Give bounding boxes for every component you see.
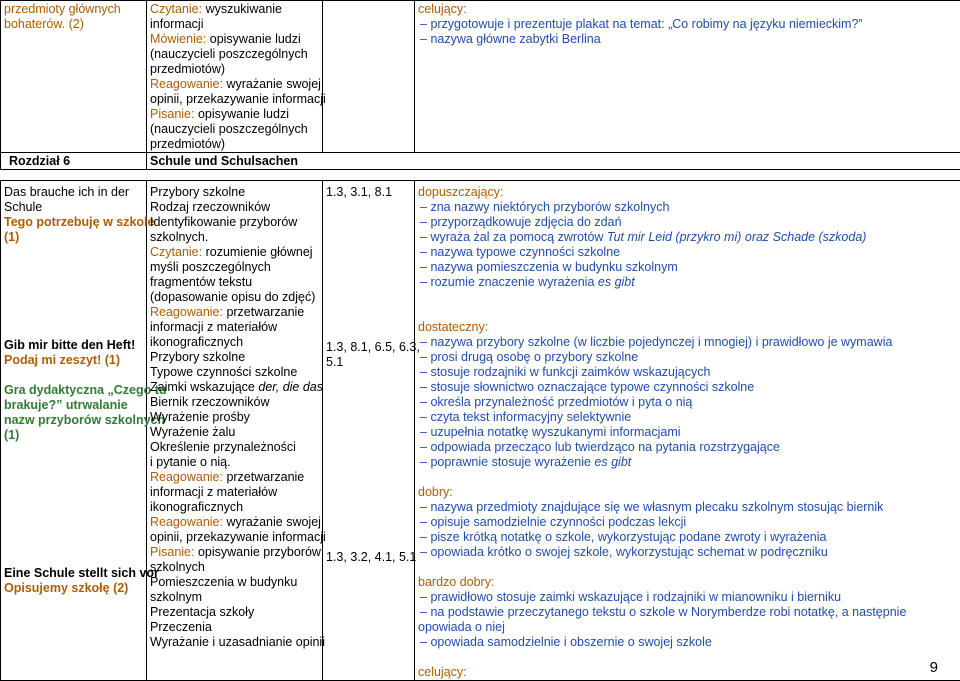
requirement-item: – nazywa główne zabytki Berlina [418, 32, 957, 47]
content-line [150, 320, 319, 335]
content-line [150, 107, 319, 122]
spacer [418, 650, 957, 665]
requirement-item [418, 230, 957, 245]
requirement-item [418, 410, 957, 425]
content-line [150, 200, 319, 215]
requirement-text: stosuje rodzajniki w funkcji zaimków wskazujących [430, 365, 710, 379]
skill-label: Mówienie: [150, 32, 206, 46]
requirement-text: nazywa typowe czynności szkolne [430, 245, 620, 259]
skill-label: Reagowanie: [150, 470, 223, 484]
skill-label: Czytanie: [150, 245, 202, 259]
content-text: fragmentów tekstu [150, 275, 252, 289]
topic-pl: Tego potrzebuję w szkole [4, 215, 143, 230]
requirement-text: nazywa przybory szkolne (w liczbie pojedynczej i mnogiej) i prawidłowo je wymawia [430, 335, 892, 349]
requirement-text: przyporządkowuje zdjęcia do zdań [430, 215, 621, 229]
table-row [1, 153, 960, 170]
content-line [150, 215, 319, 230]
topic-pl: Podaj mi zeszyt! (1) [4, 353, 143, 368]
table-row [1, 1, 960, 153]
content-text: informacji [150, 17, 204, 31]
content-text: informacji z materiałów [150, 485, 277, 499]
topic-title: Schule [4, 200, 143, 215]
requirement-text: opowiada samodzielnie i obszernie o swojej szkole [430, 635, 711, 649]
content-line [150, 350, 319, 365]
topic-cell [1, 1, 147, 153]
content-line [150, 635, 319, 650]
content-line [150, 335, 319, 350]
content-line [150, 365, 319, 380]
skill-label: Reagowanie: [150, 77, 223, 91]
refs-column [323, 181, 415, 681]
grade-heading: dostateczny: [418, 320, 957, 335]
skill-label: Reagowanie: [150, 305, 223, 319]
game-line: Gra dydaktyczna „Czego tu [4, 383, 143, 398]
requirement-italic: es gibt [594, 455, 631, 469]
requirement-item [418, 440, 957, 455]
grade-heading: bardzo dobry: [418, 575, 957, 590]
content-text: Przybory szkolne [150, 350, 245, 364]
grade-heading: dopuszczający: [418, 185, 957, 200]
content-text: Wyrażenie żalu [150, 425, 235, 439]
content-line [150, 290, 319, 305]
requirements-cell [415, 1, 960, 153]
requirement-item [418, 350, 957, 365]
requirement-item [418, 515, 957, 530]
requirement-item [418, 395, 957, 410]
content-text: wyszukiwanie [202, 2, 282, 16]
requirement-italic: Tut mir Leid (przykro mi) oraz Schade (szkoda) [607, 230, 867, 244]
content-text: szkolnych. [150, 230, 208, 244]
content-text: informacji z materiałów [150, 320, 277, 334]
content-text: Biernik rzeczowników [150, 395, 269, 409]
requirement-item [418, 200, 957, 215]
requirement-text: zna nazwy niektórych przyborów szkolnych [430, 200, 669, 214]
content-line [150, 455, 319, 470]
topics-column [1, 181, 147, 681]
content-line [150, 92, 319, 107]
requirement-item [418, 635, 957, 650]
requirement-item [418, 425, 957, 440]
requirement-text: wyraża żal za pomocą zwrotów [430, 230, 606, 244]
requirement-text: odpowiada przecząco lub twierdząco na pytania rozstrzygające [430, 440, 780, 454]
content-line [150, 17, 319, 32]
chapter-title: Schule und Schulsachen [147, 153, 960, 170]
requirement-item [418, 260, 957, 275]
content-line [150, 275, 319, 290]
content-line [150, 230, 319, 245]
content-text: Pomieszczenia w budynku [150, 575, 297, 589]
skill-label: Pisanie: [150, 107, 194, 121]
requirement-item [418, 455, 957, 470]
content-line [150, 62, 319, 77]
page-number: 9 [930, 660, 938, 675]
content-line [150, 185, 319, 200]
content-column [147, 181, 323, 681]
content-text: opisywanie przyborów [194, 545, 320, 559]
content-text: (nauczycieli poszczególnych [150, 47, 308, 61]
spacer [418, 290, 957, 305]
requirement-item [418, 590, 957, 605]
content-text: Przeczenia [150, 620, 212, 634]
content-text: Wyrażanie i uzasadnianie opinii [150, 635, 325, 649]
skill-label: Pisanie: [150, 545, 194, 559]
content-line [150, 530, 319, 545]
content-text: szkolnym [150, 590, 202, 604]
grade-heading: celujący: [418, 665, 957, 680]
content-text: opisywanie ludzi [206, 32, 301, 46]
content-line [150, 395, 319, 410]
curriculum-ref: 1.3, 8.1, 6.5, 6.3, [326, 340, 411, 355]
content-line [150, 305, 319, 320]
requirement-text: prosi drugą osobę o przybory szkolne [430, 350, 638, 364]
requirement-item [418, 500, 957, 515]
content-text: Zaimki wskazujące [150, 380, 258, 394]
requirement-item [418, 545, 957, 560]
content-text: opinii, przekazywanie informacji [150, 92, 326, 106]
requirement-item [418, 335, 957, 350]
content-line [150, 122, 319, 137]
content-text: przetwarzanie [223, 305, 304, 319]
content-text: wyrażanie swojej [223, 77, 321, 91]
content-line [150, 575, 319, 590]
content-text: wyrażanie swojej [223, 515, 321, 529]
top-table [0, 0, 960, 170]
content-text: rozumienie głównej [202, 245, 312, 259]
requirement-text: nazywa przedmioty znajdujące się we własnym plecaku szkolnym stosując biernik [430, 500, 883, 514]
chapter-label: Rozdział 6 [1, 153, 147, 170]
content-line [150, 605, 319, 620]
content-line [150, 32, 319, 47]
content-line [150, 245, 319, 260]
content-text: Przybory szkolne [150, 185, 245, 199]
content-text: Identyfikowanie przyborów [150, 215, 297, 229]
requirement-text: określa przynależność przedmiotów i pyta o nią [430, 395, 692, 409]
topic-title: Gib mir bitte den Heft! [4, 338, 143, 353]
grades-column [415, 181, 960, 681]
content-text: przedmiotów) [150, 62, 225, 76]
requirement-text: opowiada krótko o swojej szkole, wykorzystując schemat w podręczniku [430, 545, 827, 559]
content-text: Wyrażenie prośby [150, 410, 250, 424]
requirement-italic: es gibt [598, 275, 635, 289]
requirement-item [418, 605, 957, 620]
content-text: Prezentacja szkoły [150, 605, 254, 619]
game-line: brakuje?” utrwalanie [4, 398, 143, 413]
game-line: (1) [4, 428, 143, 443]
content-line [150, 560, 319, 575]
content-text: ikonograficznych [150, 335, 243, 349]
requirement-item [418, 275, 957, 290]
curriculum-ref: 1.3, 3.2, 4.1, 5.1 [326, 550, 411, 565]
requirement-text: pisze krótką notatkę o szkole, wykorzystując podane zwroty i wyrażenia [430, 530, 826, 544]
content-line [150, 590, 319, 605]
requirement-text: poprawnie stosuje wyrażenie [430, 455, 594, 469]
topic-pl: Opisujemy szkołę (2) [4, 581, 143, 596]
skill-label: Reagowanie: [150, 515, 223, 529]
skill-label: Czytanie: [150, 2, 202, 16]
topic-line: bohaterów. (2) [4, 17, 143, 32]
content-line [150, 380, 319, 395]
content-line [150, 47, 319, 62]
content-line [150, 260, 319, 275]
content-text: (dopasowanie opisu do zdjęć) [150, 290, 315, 304]
refs-cell [323, 1, 415, 153]
requirement-item [418, 380, 957, 395]
content-text: Określenie przynależności [150, 440, 296, 454]
requirement-item [418, 530, 957, 545]
content-line [150, 500, 319, 515]
content-text: i pytanie o nią. [150, 455, 231, 469]
requirement-text: rozumie znaczenie wyrażenia [430, 275, 597, 289]
spacer [418, 470, 957, 485]
content-line [150, 470, 319, 485]
grade-heading: dobry: [418, 485, 957, 500]
spacer [418, 305, 957, 320]
topic-title: Das brauche ich in der [4, 185, 143, 200]
requirement-text: na podstawie przeczytanego tekstu o szkole w Norymberdze robi notatkę, a następnie [430, 605, 906, 619]
requirement-text: nazywa pomieszczenia w budynku szkolnym [430, 260, 677, 274]
requirement-item [418, 245, 957, 260]
table-row [1, 181, 960, 681]
topic-title: Eine Schule stellt sich vor [4, 566, 143, 581]
requirement-text: opisuje samodzielnie czynności podczas lekcji [430, 515, 686, 529]
requirement-item [418, 365, 957, 380]
content-text: myśli poszczególnych [150, 260, 271, 274]
content-italic: der, die das [258, 380, 323, 394]
content-text: Rodzaj rzeczowników [150, 200, 270, 214]
requirement-continuation: opowiada o niej [418, 620, 957, 635]
spacer [418, 560, 957, 575]
content-line [150, 620, 319, 635]
content-line [150, 440, 319, 455]
grade-heading: celujący: [418, 2, 957, 17]
requirement-text: uzupełnia notatkę wyszukanymi informacjami [430, 425, 680, 439]
content-line [150, 515, 319, 530]
topic-line: przedmioty głównych [4, 2, 143, 17]
content-line [150, 137, 319, 152]
topic-hours: (1) [4, 230, 143, 245]
content-text: szkolnych [150, 560, 205, 574]
requirement-text: czyta tekst informacyjny selektywnie [430, 410, 631, 424]
curriculum-ref: 1.3, 3.1, 8.1 [326, 185, 411, 200]
main-table [0, 180, 960, 681]
content-text: przedmiotów) [150, 137, 225, 151]
requirement-text: stosuje słownictwo oznaczające typowe czynności szkolne [430, 380, 754, 394]
content-line [150, 425, 319, 440]
requirement-item: – przygotowuje i prezentuje plakat na temat: „Co robimy na języku niemieckim?” [418, 17, 957, 32]
content-text: opinii, przekazywanie informacji [150, 530, 326, 544]
content-line [150, 485, 319, 500]
content-line [150, 545, 319, 560]
content-text: (nauczycieli poszczególnych [150, 122, 308, 136]
requirement-text: prawidłowo stosuje zaimki wskazujące i rodzajniki w mianowniku i bierniku [430, 590, 841, 604]
content-line [150, 2, 319, 17]
curriculum-ref: 5.1 [326, 355, 411, 370]
content-text: opisywanie ludzi [194, 107, 289, 121]
content-line [150, 77, 319, 92]
requirement-item [418, 215, 957, 230]
content-text: przetwarzanie [223, 470, 304, 484]
content-text: Typowe czynności szkolne [150, 365, 297, 379]
game-line: nazw przyborów szkolnych [4, 413, 143, 428]
skills-cell [147, 1, 323, 153]
content-line [150, 410, 319, 425]
content-text: ikonograficznych [150, 500, 243, 514]
